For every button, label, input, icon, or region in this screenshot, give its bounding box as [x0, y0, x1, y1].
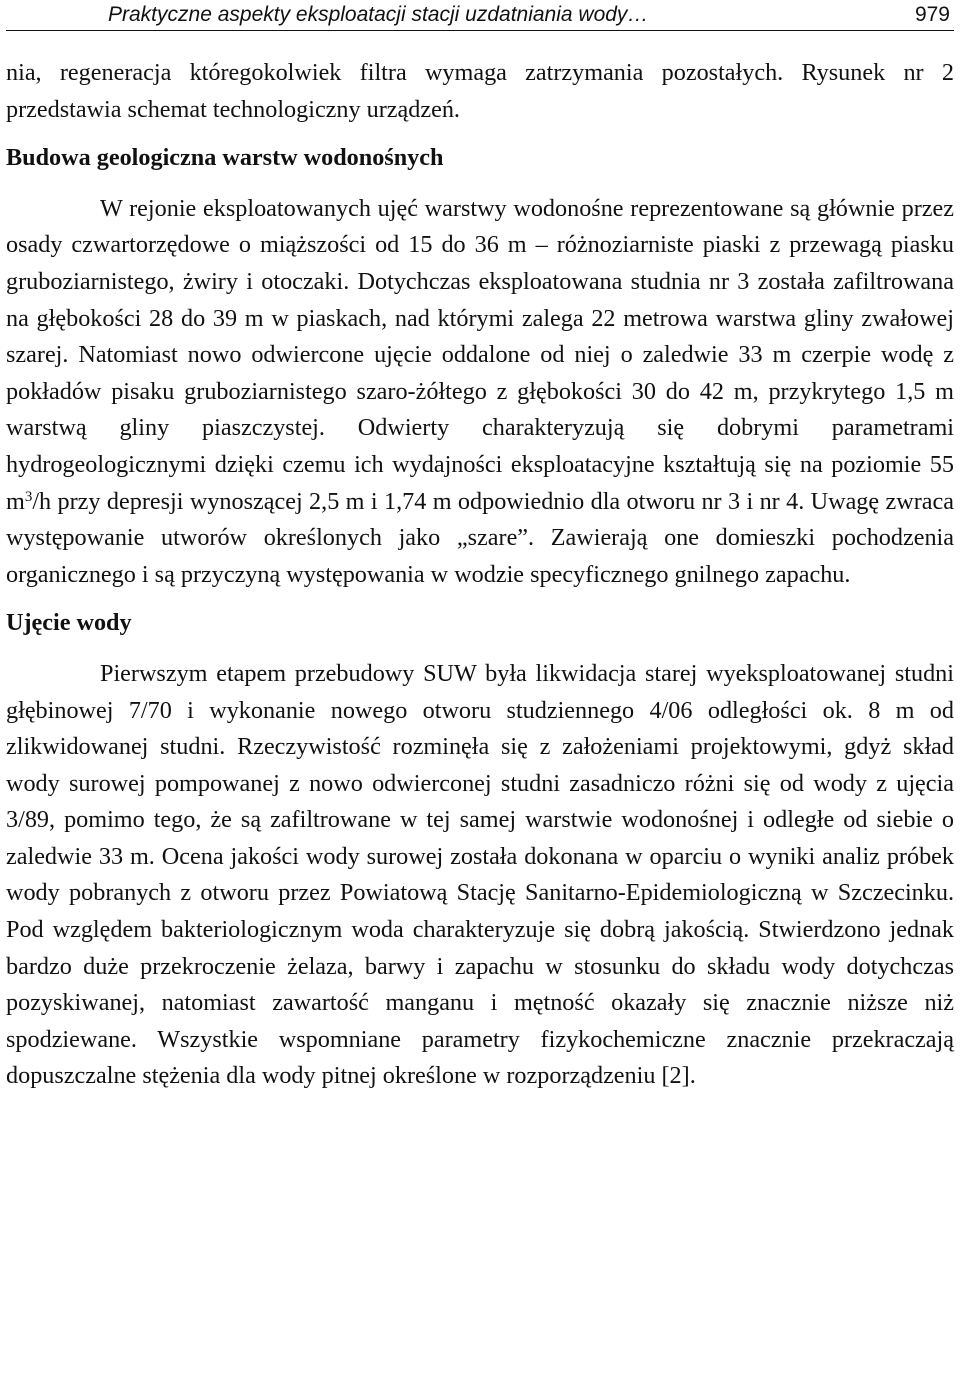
page-number: 979	[914, 3, 950, 26]
geology-paragraph-part1: W rejonie eksploatowanych ujęć warstwy wodonośne reprezentowane są głównie przez osady czwartorzędowe o miąższości od 15 do 36 m – różnoziarniste piaski z przewagą piasku gruboziarnistego, żwiry i otoczaki. Dotychczas eksploatowana studnia nr 3 została zafiltrowana na głębokości 28 do 39 m w piaskach, nad którymi zalega 22 metrowa warstwa gliny zwałowej szarej. Natomiast nowo odwiercone ujęcie oddalone od niej o zaledwie 33 m czerpie wodę z pokładów pisaku gruboziarnistego szaro-żółtego z głębokości 30 do 42 m, przykrytego 1,5 m warstwą gliny piaszczystej. Odwierty charakteryzują się dobrymi parametrami hydrogeologicznymi dzięki czemu ich wydajności eksploatacyjne kształtują się na poziomie 55 m	[6, 194, 954, 515]
section-intake	[6, 605, 954, 1095]
geology-paragraph	[6, 191, 954, 594]
intake-paragraph: Pierwszym etapem przebudowy SUW była likwidacja starej wyeksploatowanej studni głębinowej 7/70 i wykonanie nowego otworu studziennego 4/06 odległości ok. 8 m od zlikwidowanej studni. Rzeczywistość rozminęła się z założeniami projektowymi, gdyż skład wody surowej pompowanej z nowo odwierconej studni zasadniczo różni się od wody z ujęcia 3/89, pomimo tego, że są zafiltrowane w tej samej warstwie wodonośnej i odległe od siebie o zaledwie 33 m. Ocena jakości wody surowej została dokonana w oparciu o wyniki analiz próbek wody pobranych z otworu przez Powiatową Stację Sanitarno-Epidemiologiczną w Szczecinku. Pod względem bakteriologicznym woda charakteryzuje się dobrą jakością. Stwierdzono jednak bardzo duże przekroczenie żelaza, barwy i zapachu w stosunku do składu wody dotychczas pozyskiwanej, natomiast zawartość manganu i mętność okazały się znacznie niższe niż spodziewane. Wszystkie wspomniane parametry fizykochemiczne znacznie przekraczają dopuszczalne stężenia dla wody pitnej określone w rozporządzeniu [2].	[6, 659, 954, 1090]
geology-paragraph-part2: /h przy depresji wynoszącej 2,5 m i 1,74 m odpowiednio dla otworu nr 3 i nr 4. Uwagę zwraca występowanie utworów określonych jako „szare”. Zawierają one domieszki pochodzenia organicznego i są przyczyną występowania w wodzie specyficznego gnilnego zapachu.	[6, 487, 954, 588]
section-heading-geology: Budowa geologiczna warstw wodonośnych	[6, 144, 444, 172]
continuation-paragraph: nia, regeneracja któregokolwiek filtra wymaga zatrzymania pozostałych. Rysunek nr 2 przedstawia schemat technologiczny urządzeń.	[6, 59, 954, 123]
running-header-title: Praktyczne aspekty eksploatacji stacji uzdatniania wody…	[108, 3, 649, 26]
section-heading-intake: Ujęcie wody	[6, 609, 132, 637]
unit-superscript: 3	[24, 488, 33, 505]
continuation-block	[6, 55, 954, 128]
section-geology	[6, 140, 954, 593]
running-header	[6, 0, 954, 31]
